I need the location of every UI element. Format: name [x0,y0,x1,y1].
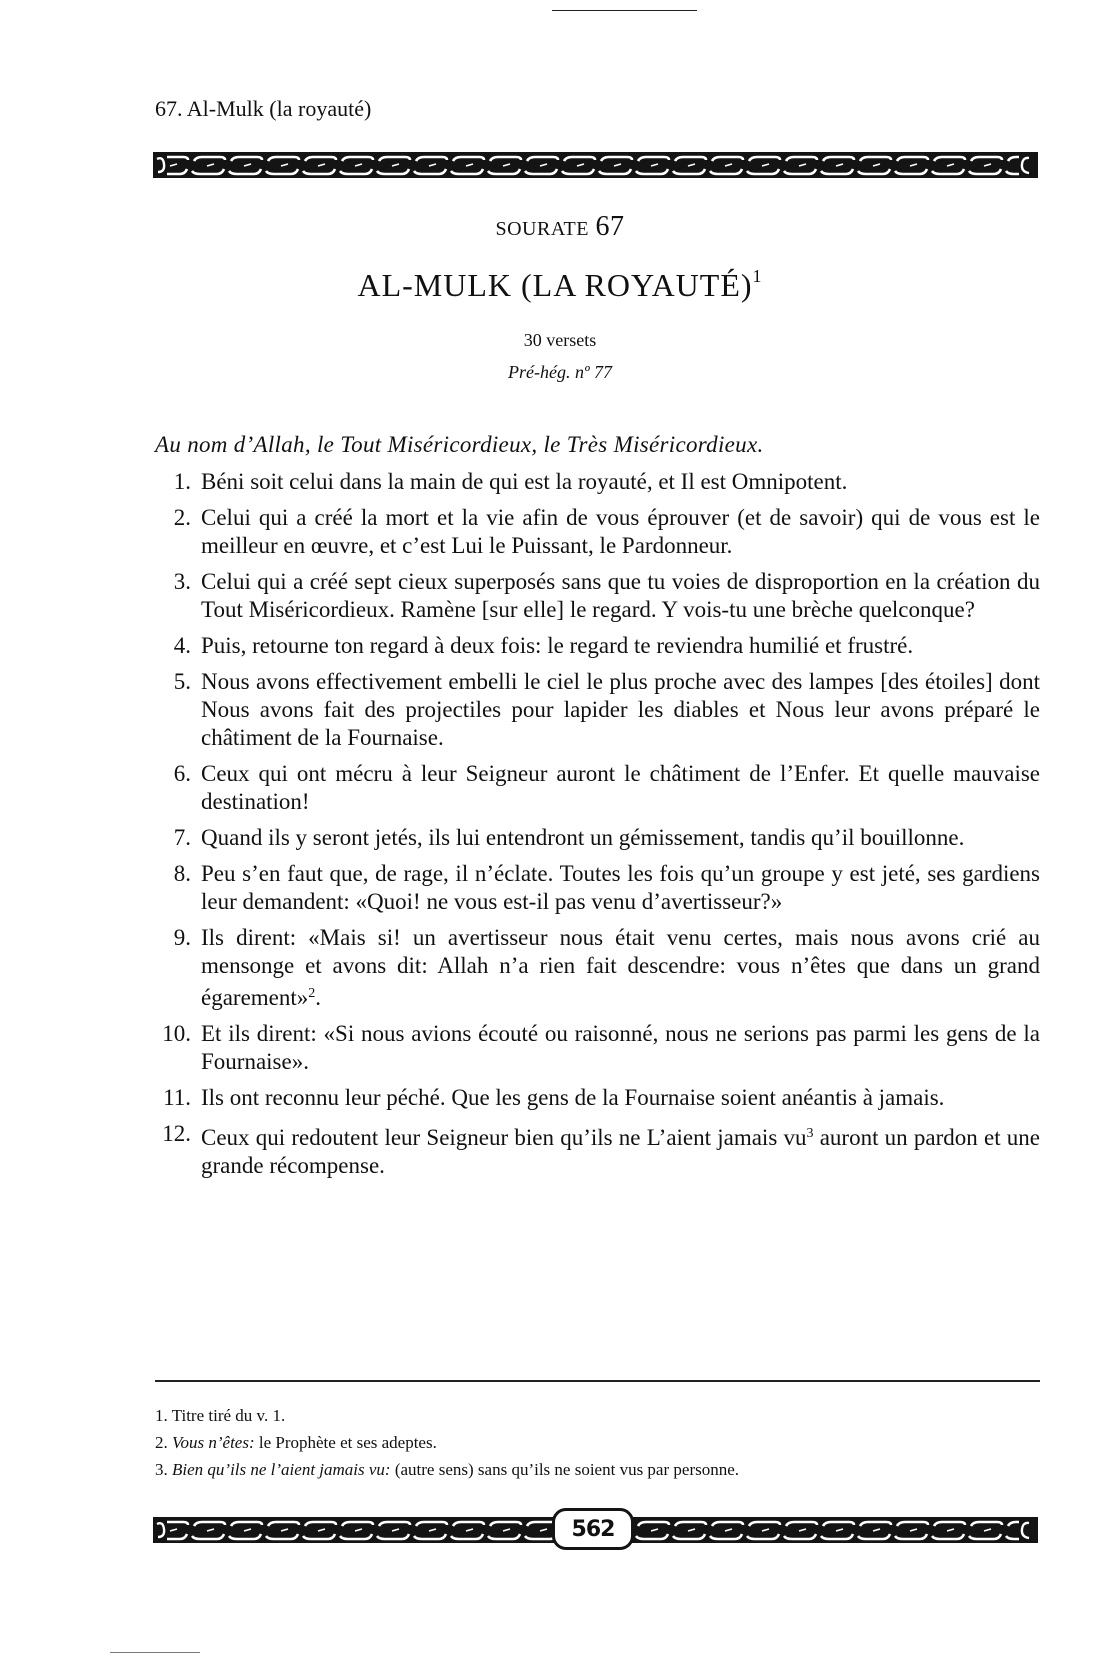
verse [155,568,1040,624]
verse-text-after: . [315,985,322,1010]
verse [155,468,1040,496]
top-rule [552,10,697,11]
verse [155,504,1040,560]
verse-text: Et ils dirent: «Si nous avions écouté ou raisonné, nous ne serions pas parmi les gens de la Fournaise». [201,1021,1040,1074]
footnote-number: 3. [155,1460,168,1479]
verse [155,1084,1040,1112]
footnote [155,1433,1040,1460]
verse-number: 10. [162,1021,191,1046]
ornament-band-top [153,152,1038,178]
verse-text: Nous avons effectivement embelli le ciel le plus proche avec des lampes [des étoiles] dont Nous avons fait des projectiles pour lapider les diables et Nous leur avons préparé le châtiment de la Fournaise. [201,669,1040,750]
verse-list [155,468,1040,1180]
basmala: Au nom d’Allah, le Tout Miséricordieux, le Très Miséricordieux. [155,432,764,457]
verse-number: 6. [173,761,191,786]
verse-number: 3. [173,569,191,594]
sourate-title-text: AL-MULK (LA ROYAUTÉ) [357,267,753,303]
verse-number: 4. [173,633,191,658]
footnote-ref-1[interactable]: 1 [752,266,763,286]
verse-text: Celui qui a créé sept cieux superposés sans que tu voies de disproportion en la création du Tout Miséricordieux. Ramène [sur elle] le regard. Y vois-tu une brèche quelconque? [201,569,1040,622]
page-number: 562 [552,1508,634,1550]
verse-number: 12. [162,1121,191,1146]
verse-number: 5. [173,669,191,694]
footnote-list [155,1406,1040,1487]
verse [155,632,1040,660]
sourate-number: 67 [595,211,625,242]
verse-text: Béni soit celui dans la main de qui est la royauté, et Il est Omnipotent. [201,469,848,494]
chain-ornament-icon [153,152,1038,178]
verse-number: 9. [173,925,191,950]
footnote [155,1460,1040,1487]
verse-number: 2. [173,505,191,530]
footnote-text: Titre tiré du v. 1. [171,1406,286,1425]
verse-text: Ceux qui ont mécru à leur Seigneur auront le châtiment de l’Enfer. Et quelle mauvaise destination! [201,761,1040,814]
verse-number: 8. [173,861,191,886]
verse-count: 30 versets [523,330,597,350]
verse-number: 1. [173,469,191,494]
running-head: 67. Al-Mulk (la royauté) [155,96,372,121]
footnote-ref-3[interactable]: 3 [806,1126,814,1141]
verse-text: Celui qui a créé la mort et la vie afin de vous éprouver (et de savoir) qui de vous est le meilleur en œuvre, et c’est Lui le Puissant, le Pardonneur. [201,505,1040,558]
verse [155,760,1040,816]
footnote-number: 2. [155,1433,168,1452]
verse-text: Ils dirent: «Mais si! un avertisseur nous était venu certes, mais nous avons crié au mensonge et avons dit: Allah n’a rien fait descendre: vous n’êtes que dans un grand égarement» [201,925,1040,1010]
verse-text: Puis, retourne ton regard à deux fois: le regard te reviendra humilié et frustré. [201,633,914,658]
verse-text: Ils ont reconnu leur péché. Que les gens de la Fournaise soient anéantis à jamais. [201,1085,945,1110]
verse-number: 11. [163,1085,191,1110]
footnote-ref-2[interactable]: 2 [308,986,316,1001]
footnote-rule [155,1380,1040,1382]
verse-number: 7. [173,825,191,850]
verse-text: Peu s’en faut que, de rage, il n’éclate. Toutes les fois qu’un groupe y est jeté, ses gardiens leur demandent: «Quoi! ne vous est-il pas venu d’avertisseur?» [201,861,1040,914]
bottom-rule [110,1652,200,1653]
footnote-text: (autre sens) sans qu’ils ne soient vus par personne. [390,1460,740,1479]
verse [155,924,1040,1012]
footnote-text: le Prophète et ses adeptes. [254,1433,437,1452]
verse [155,860,1040,916]
footnote [155,1406,1040,1433]
footnote-lead: Bien qu’ils ne l’aient jamais vu: [172,1460,391,1479]
footnote-number: 1. [155,1406,168,1425]
sourate-title [0,266,1120,304]
footnote-lead: Vous n’êtes: [172,1433,255,1452]
verse-text: Quand ils y seront jetés, ils lui entendront un gémissement, tandis qu’il bouillonne. [201,825,965,850]
verse [155,668,1040,752]
sourate-label [0,211,1120,243]
verse [155,1120,1040,1180]
verse-text: Ceux qui redoutent leur Seigneur bien qu’ils ne L’aient jamais vu [201,1125,807,1150]
verse [155,824,1040,852]
verse-text-after: auront un pardon et une grande récompense. [201,1125,1041,1178]
sourate-word: SOURATE [495,218,589,240]
verse [155,1020,1040,1076]
pre-hegire-number: Pré-hég. nº 77 [507,362,613,382]
